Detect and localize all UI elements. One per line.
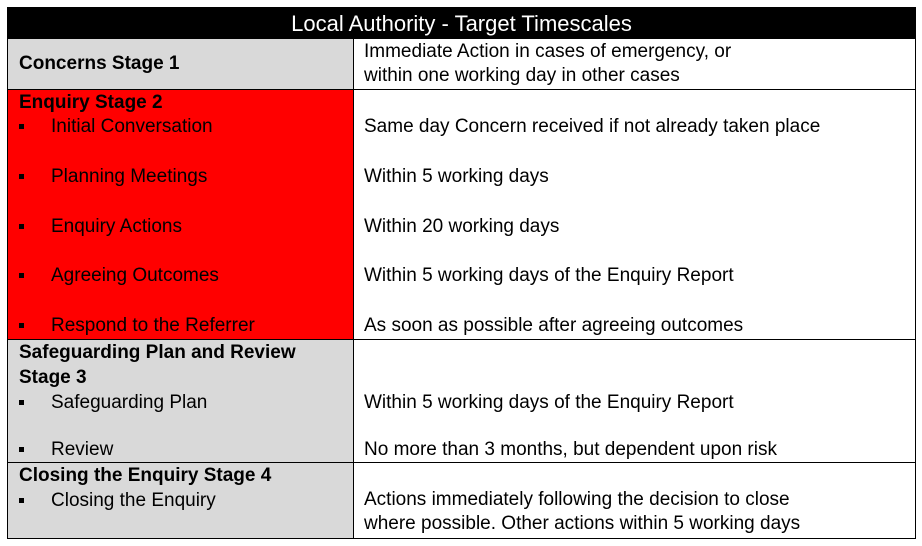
stage2-timescale-cell xyxy=(354,90,915,339)
bullet-icon xyxy=(19,447,24,452)
stage2-cell: Enquiry Stage 2 Initial Conversation Planning Meetings Enquiry Actions Agreeing Outcomes Respond to the Referrer xyxy=(8,90,354,339)
bullet-icon xyxy=(19,400,24,405)
stage3-cell: Safeguarding Plan and Review Stage 3 Safeguarding Plan Review xyxy=(8,340,354,462)
timescale-text: Within 20 working days xyxy=(364,216,560,237)
timescale-text: Within 5 working days of the Enquiry Report xyxy=(364,265,734,286)
stage3-heading-line1: Safeguarding Plan and Review xyxy=(19,342,296,363)
stage1-timescale-line2: within one working day in other cases xyxy=(364,65,680,86)
stage4-timescale-cell xyxy=(354,463,915,538)
bullet-icon xyxy=(19,498,24,503)
bullet-icon xyxy=(19,174,24,179)
timescale-text: As soon as possible after agreeing outcomes xyxy=(364,315,744,336)
stage3-heading-line2: Stage 3 xyxy=(19,367,87,388)
stage4-cell: Closing the Enquiry Stage 4 Closing the Enquiry xyxy=(8,463,354,538)
table-title: Local Authority - Target Timescales xyxy=(8,8,915,39)
timescale-text: Within 5 working days of the Enquiry Report xyxy=(364,392,734,413)
timescale-text: where possible. Other actions within 5 working days xyxy=(364,513,801,534)
timescale-text: Same day Concern received if not already taken place xyxy=(364,116,821,137)
stage1-timescale-cell xyxy=(354,39,915,89)
stage1-cell xyxy=(8,39,354,89)
stage3-timescale-cell xyxy=(354,340,915,462)
timescale-text: No more than 3 months, but dependent upon risk xyxy=(364,439,777,460)
stage1-timescale-line1: Immediate Action in cases of emergency, or xyxy=(364,41,732,62)
bullet-icon xyxy=(19,224,24,229)
stage4-heading: Closing the Enquiry Stage 4 xyxy=(19,465,272,486)
timescales-table xyxy=(7,7,916,539)
bullet-icon xyxy=(19,273,24,278)
timescale-text: Actions immediately following the decision to close xyxy=(364,489,790,510)
bullet-icon xyxy=(19,124,24,129)
stage2-heading: Enquiry Stage 2 xyxy=(19,92,163,113)
bullet-icon xyxy=(19,323,24,328)
stage1-heading: Concerns Stage 1 xyxy=(19,53,180,74)
timescale-text: Within 5 working days xyxy=(364,166,549,187)
